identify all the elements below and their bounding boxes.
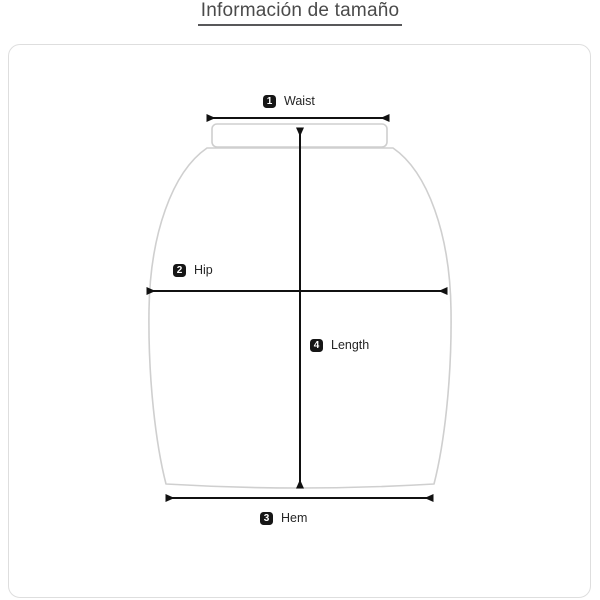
page-title: Información de tamaño [198,0,403,26]
badge-4: 4 [310,339,323,352]
label-hem [260,511,307,525]
waist-label-text: Waist [284,94,315,108]
badge-3: 3 [260,512,273,525]
page-header [0,0,600,26]
badge-1: 1 [263,95,276,108]
badge-2: 2 [173,264,186,277]
hip-label-text: Hip [194,263,213,277]
label-length [310,338,369,352]
hem-label-text: Hem [281,511,308,525]
label-waist [263,94,315,108]
label-hip [173,263,213,277]
length-label-text: Length [331,338,370,352]
